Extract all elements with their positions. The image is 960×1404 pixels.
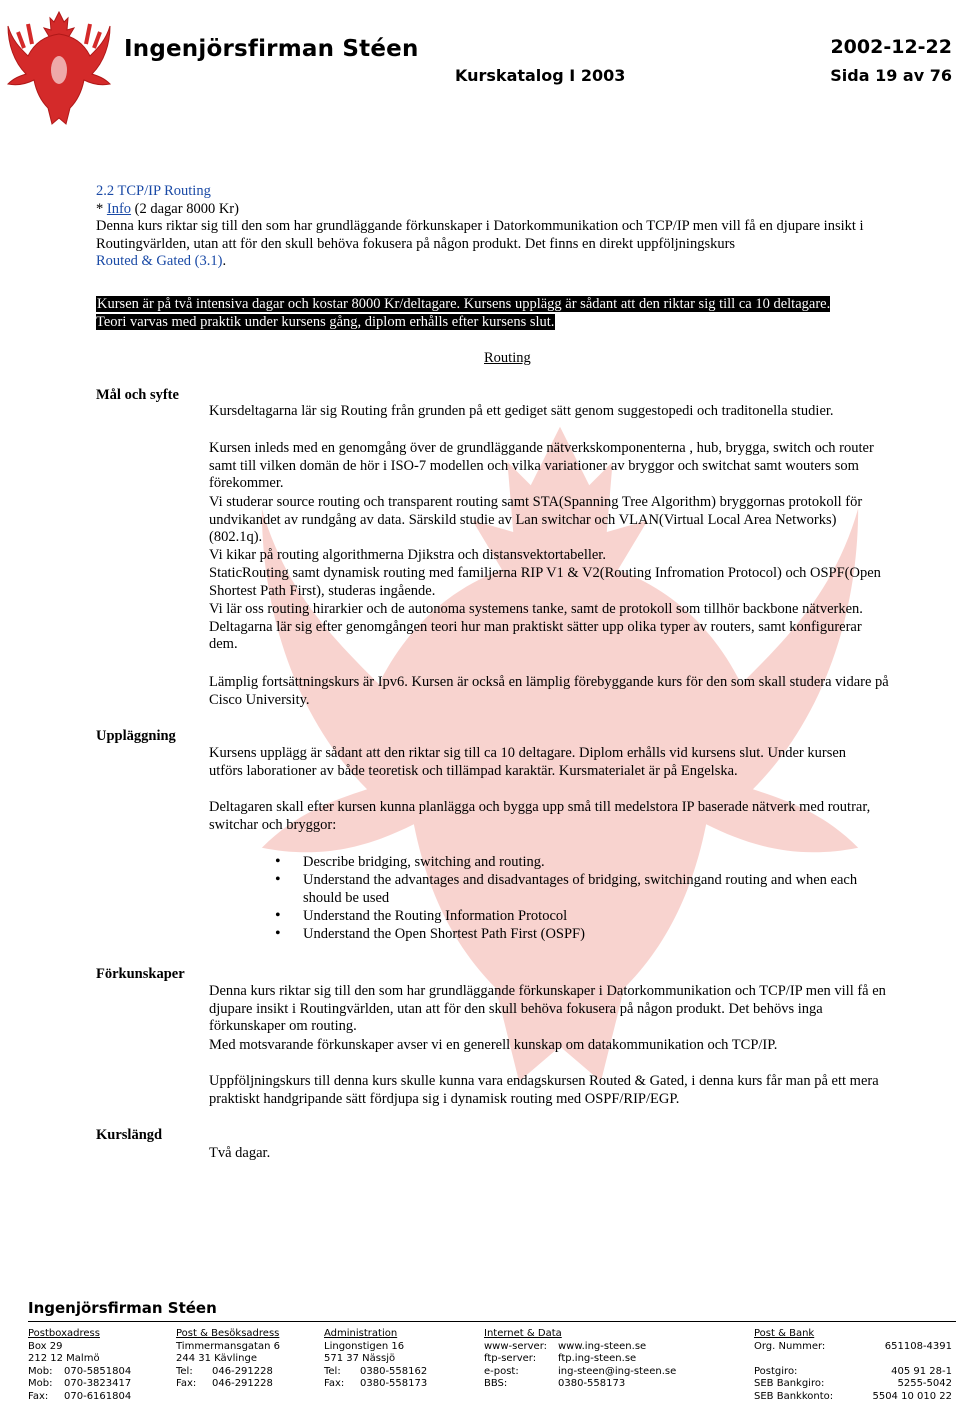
- footer-value: 5255-5042: [897, 1378, 952, 1390]
- footer-key: SEB Bankgiro:: [754, 1378, 825, 1390]
- course-intro-text: [96, 218, 896, 271]
- footer-value: 0380-558173: [360, 1378, 428, 1390]
- footer-value: 070-6161804: [64, 1390, 132, 1402]
- mal-p2: Kursen inleds med en genomgång över de grundläggande nätverkskomponenterna , hub, brygga, switch och router samt till vilken domän de hör i ISO-7 modellen och vilka variationer av bryggor och switchat samt wouters som förekommer.: [209, 440, 874, 492]
- footer-company: Ingenjörsfirman Stéen: [28, 1299, 217, 1317]
- catalog-title: Kurskatalog I 2003: [455, 66, 626, 85]
- footer-line: Box 29: [28, 1340, 63, 1352]
- footer-link[interactable]: ing-steen@ing-steen.se: [558, 1365, 677, 1377]
- footer-col-admin: [324, 1328, 474, 1391]
- label-mal-och-syfte: Mål och syfte: [96, 387, 179, 403]
- course-summary: [96, 296, 836, 331]
- list-item: • Understand the Routing Information Protocol: [275, 907, 885, 925]
- footer-link[interactable]: www.ing-steen.se: [558, 1340, 647, 1352]
- footer-key: SEB Bankkonto:: [754, 1390, 834, 1402]
- forkunskaper-p1: Denna kurs riktar sig till den som har grundläggande förkunskaper i Datorkommunikation och TCP/IP men vill få en djupare insikt i Routingvärlden, utan att för den skull behöva fokusera på någon produkt. Det behövs inga förkunskaper om routing.: [209, 983, 886, 1035]
- footer-line: Timmermansgatan 6: [176, 1340, 280, 1352]
- footer-col-bank: [754, 1328, 952, 1404]
- footer-key: Tel:: [176, 1365, 193, 1377]
- label-forkunskaper: Förkunskaper: [96, 966, 185, 982]
- footer-key: Fax:: [176, 1378, 197, 1390]
- footer-divider: [28, 1321, 956, 1322]
- footer-line: 212 12 Malmö: [28, 1353, 100, 1365]
- forkunskaper-p2: Med motsvarande förkunskaper avser vi en generell kunskap om datakommunikation och TCP/IP.: [209, 1037, 778, 1053]
- footer-heading: Postboxadress: [28, 1328, 100, 1339]
- footer-line: 571 37 Nässjö: [324, 1353, 396, 1365]
- footer-key: ftp-server:: [484, 1353, 537, 1365]
- footer-key: Mob:: [28, 1378, 53, 1390]
- company-name: Ingenjörsfirman Stéen: [124, 36, 419, 62]
- footer-key: Tel:: [324, 1365, 341, 1377]
- footer-value: 046-291228: [212, 1378, 273, 1390]
- footer-heading: Administration: [324, 1328, 398, 1339]
- footer-link[interactable]: ftp.ing-steen.se: [558, 1353, 637, 1365]
- mal-p7: Lämplig fortsättningskurs är Ipv6. Kursen är också en lämplig förebyggande kurs för den som skall studera vidare på Cisco University.: [209, 674, 889, 708]
- footer-col-postbox: [28, 1328, 158, 1404]
- forkunskaper-p3: Uppföljningskurs till denna kurs skulle kunna vara endagskursen Routed & Gated, i denna kurs får man på ett mera praktiskt handgripande sätt fördjupa sig i dynamisk routing med OSPF/RIP/EGP.: [209, 1073, 879, 1107]
- eagle-logo-icon: [4, 4, 114, 134]
- footer-value: 070-3823417: [64, 1378, 132, 1390]
- footer-col-visit: [176, 1328, 316, 1391]
- course-title[interactable]: 2.2 TCP/IP Routing: [96, 183, 211, 199]
- mal-p3: Vi studerar source routing och transparent routing samt STA(Spanning Tree Algorithm) bryggornas protokoll för undvikandet av rundgång av data. Särskild studie av Lan switchar och VLAN(Virtual Local Area Networks) (802.1q).: [209, 494, 863, 546]
- header-date: 2002-12-22: [830, 36, 952, 58]
- footer-key: Fax:: [28, 1390, 49, 1402]
- footer-key: www-server:: [484, 1340, 547, 1352]
- footer-value: 046-291228: [212, 1365, 273, 1377]
- list-item: • Describe bridging, switching and routing.: [275, 853, 885, 871]
- footer-value: 070-5851804: [64, 1365, 132, 1377]
- mal-p1: Kursdeltagarna lär sig Routing från grunden på ett gediget sätt genom suggestopedi och traditonella studier.: [209, 403, 834, 419]
- info-prefix: *: [96, 200, 107, 217]
- footer-value: 0380-558162: [360, 1365, 428, 1377]
- label-kurslangd: Kurslängd: [96, 1127, 163, 1143]
- course-info-line: [96, 201, 896, 219]
- footer-line: 244 31 Kävlinge: [176, 1353, 257, 1365]
- footer-heading: Post & Bank: [754, 1328, 815, 1339]
- kurslangd-p1: Två dagar.: [209, 1145, 271, 1161]
- list-item: • Understand the advantages and disadvantages of bridging, switchingand routing and when each should be used: [275, 871, 885, 907]
- intro-text: Denna kurs riktar sig till den som har grundläggande förkunskaper i Datorkommunikation och TCP/IP men vill få en djupare insikt i Routingvärlden, utan att för den skull behöva fokusera på någon produkt. Det finns en direkt uppföljningskurs: [96, 218, 864, 252]
- mal-p5: StaticRouting samt dynamisk routing med familjerna RIP V1 & V2(Routing Infromation Protocol) och OSPF(Open Shortest Path First), studeras ingående.: [209, 565, 881, 599]
- course-summary-text: Kursen är på två intensiva dagar och kostar 8000 Kr/deltagare. Kursens upplägg är sådant att den riktar sig till ca 10 deltagare. Teori varvas med praktik under kursens gång, diplom erhålls efter kursens slut.: [96, 296, 831, 330]
- label-upplaggning: Uppläggning: [96, 728, 176, 744]
- mal-p6: Vi lär oss routing hirarkier och de autonoma systemens tanke, samt de protokoll som tillhör backbone nätverken. Deltagarna lär sig efter genomgången teori hur man praktiskt sätter upp olika typer av routers, samt konfigurerar dem.: [209, 601, 863, 653]
- info-price: (2 dagar 8000 Kr): [131, 200, 239, 217]
- footer-col-internet: [484, 1328, 744, 1391]
- center-title: Routing: [484, 350, 531, 366]
- footer-key: Fax:: [324, 1378, 345, 1390]
- footer-key: e-post:: [484, 1365, 519, 1377]
- footer-value: 0380-558173: [558, 1378, 626, 1390]
- upplagg-p2: Deltagaren skall efter kursen kunna planlägga och bygga upp små till medelstora IP baserade nätverk med routrar, switchar och bryggor:: [209, 799, 871, 833]
- footer-key: Postgiro:: [754, 1365, 798, 1377]
- mal-p4: Vi kikar på routing algorithmerna Djikstra och distansvektortabeller.: [209, 547, 606, 563]
- footer-value: 651108-4391: [884, 1340, 952, 1352]
- followup-link[interactable]: Routed & Gated (3.1): [96, 253, 223, 270]
- list-item: • Understand the Open Shortest Path First (OSPF): [275, 925, 885, 943]
- objectives-list: [275, 853, 885, 943]
- footer-key: Mob:: [28, 1365, 53, 1377]
- upplagg-p1: Kursens upplägg är sådant att den riktar sig till ca 10 deltagare. Diplom erhålls vid kursens slut. Under kursen utförs laborationer av både teoretisk och tillämpad karaktär. Kursmaterialet är på Engelska.: [209, 745, 847, 779]
- footer-key: Org. Nummer:: [754, 1340, 826, 1352]
- footer-spacer: [754, 1353, 952, 1366]
- footer-heading: Internet & Data: [484, 1328, 562, 1339]
- footer-heading: Post & Besöksadress: [176, 1328, 280, 1339]
- page-number: Sida 19 av 76: [830, 66, 952, 85]
- footer-value: 5504 10 010 22: [872, 1390, 952, 1402]
- info-link[interactable]: Info: [106, 200, 132, 217]
- footer-line: Lingonstigen 16: [324, 1340, 405, 1352]
- footer-key: BBS:: [484, 1378, 508, 1390]
- course-intro: [96, 183, 896, 271]
- followup-end: .: [222, 253, 227, 270]
- footer-value: 405 91 28-1: [891, 1365, 952, 1377]
